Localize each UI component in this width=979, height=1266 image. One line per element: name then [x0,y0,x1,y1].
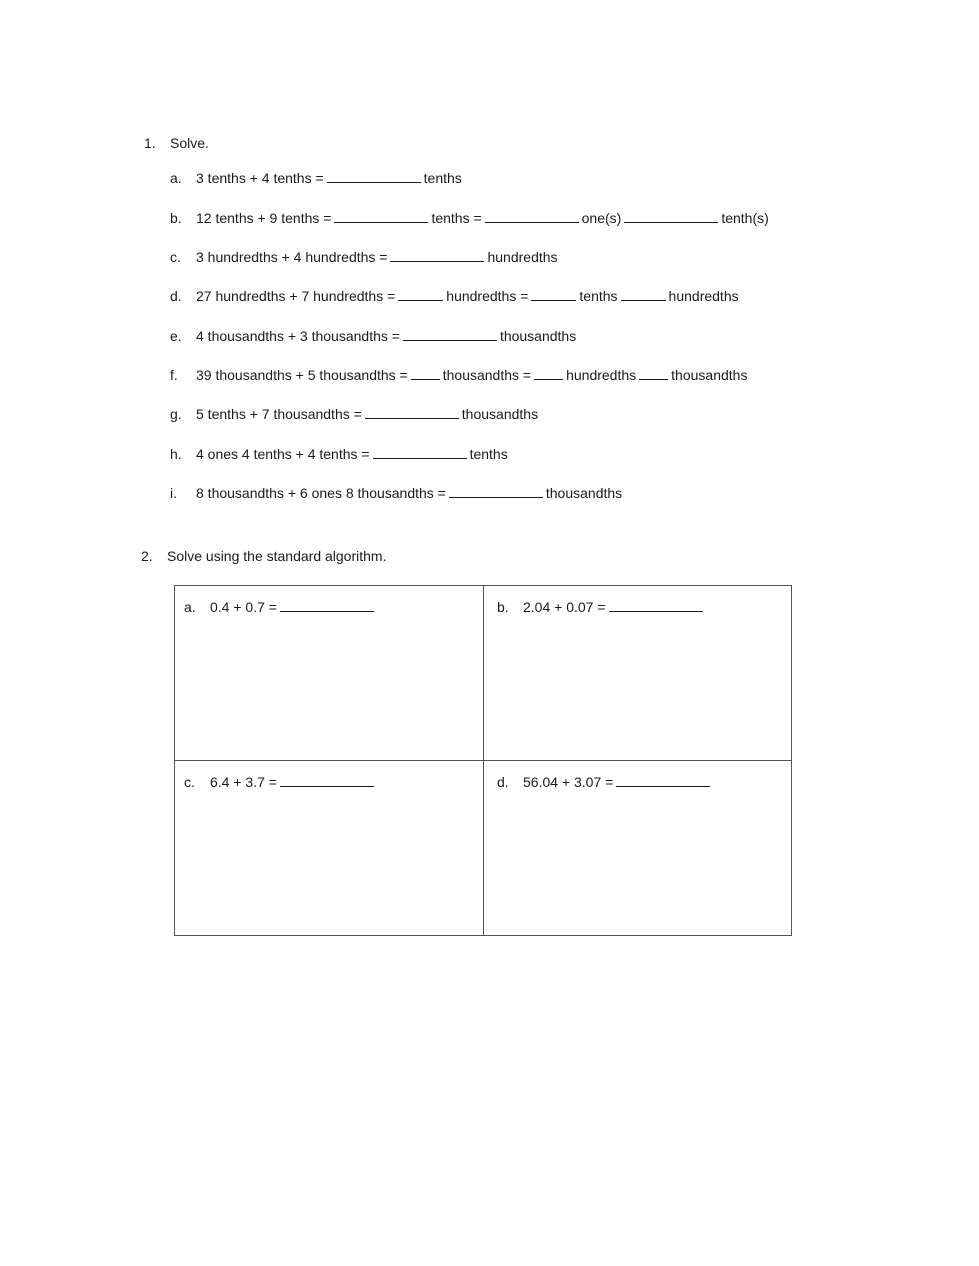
answer-blank[interactable] [280,774,374,787]
problem-text: 3 hundredths + 4 hundredths = [196,249,388,265]
item-letter: g. [170,406,182,422]
answer-blank[interactable] [365,406,459,419]
problem-text: 5 tenths + 7 thousandths = [196,406,362,422]
answer-blank[interactable] [534,367,563,380]
item-letter: c. [170,249,181,265]
work-cell-a[interactable] [175,586,484,761]
problem-1f [170,367,747,383]
problem-1e [170,328,576,344]
problem-1a [170,170,462,186]
question-prompt: Solve using the standard algorithm. [167,548,387,564]
problem-text: 39 thousandths + 5 thousandths = [196,367,408,383]
question-number: 1. [144,135,156,151]
problem-text: 4 ones 4 tenths + 4 tenths = [196,446,370,462]
problem-1h [170,446,508,462]
unit-text: thousandths [671,367,748,383]
question-prompt: Solve. [170,135,209,151]
unit-text: hundredths [487,249,558,265]
answer-blank[interactable] [411,367,440,380]
item-letter: e. [170,328,182,344]
answer-blank[interactable] [390,249,484,262]
problem-text: 8 thousandths + 6 ones 8 thousandths = [196,485,446,501]
item-letter: c. [184,774,195,790]
problem-1c [170,249,558,265]
item-letter: b. [497,599,509,615]
answer-blank[interactable] [280,599,374,612]
unit-text: hundredths [668,288,739,304]
unit-text: thousandths [545,485,623,501]
answer-blank[interactable] [327,170,421,183]
item-letter: a. [170,170,182,186]
problem-1g [170,406,538,422]
unit-text: tenths [579,288,618,304]
unit-text: tenths = [431,210,482,226]
item-letter: h. [170,446,182,462]
answer-blank[interactable] [624,210,718,223]
unit-text: tenth(s) [721,210,769,226]
answer-blank[interactable] [616,774,710,787]
problem-text: 27 hundredths + 7 hundredths = [196,288,396,304]
item-letter: a. [184,599,196,615]
answer-blank[interactable] [485,210,579,223]
item-letter: i. [170,485,177,501]
problem-1b [170,210,769,226]
unit-text: hundredths [566,367,637,383]
question-number: 2. [141,548,153,564]
unit-text: thousandths [461,406,539,422]
question-1-heading [144,135,209,151]
problem-text: 2.04 + 0.07 = [523,599,606,615]
work-cell-b[interactable] [484,586,792,761]
problem-text: 56.04 + 3.07 = [523,774,614,790]
answer-blank[interactable] [639,367,668,380]
problem-text: 6.4 + 3.7 = [210,774,277,790]
unit-text: one(s) [581,210,622,226]
work-cell-c[interactable] [175,761,484,935]
item-letter: d. [170,288,182,304]
problem-text: 12 tenths + 9 tenths = [196,210,332,226]
answer-blank[interactable] [334,210,428,223]
unit-text: hundredths = [446,288,529,304]
answer-blank[interactable] [398,288,443,301]
item-letter: b. [170,210,182,226]
problem-1d [170,288,739,304]
problem-text: 3 tenths + 4 tenths = [196,170,324,186]
question-2-heading [141,548,386,564]
problem-text: 4 thousandths + 3 thousandths = [196,328,400,344]
answer-blank[interactable] [621,288,666,301]
answer-blank[interactable] [609,599,703,612]
item-letter: f. [170,367,178,383]
unit-text: tenths [423,170,462,186]
unit-text: thousandths [499,328,577,344]
problem-text: 0.4 + 0.7 = [210,599,277,615]
answer-blank[interactable] [449,485,543,498]
problem-1i [170,485,622,501]
answer-blank[interactable] [531,288,576,301]
answer-blank[interactable] [373,446,467,459]
unit-text: tenths [469,446,508,462]
work-cell-d[interactable] [484,761,792,935]
work-grid [174,585,792,936]
unit-text: thousandths = [442,367,532,383]
answer-blank[interactable] [403,328,497,341]
item-letter: d. [497,774,509,790]
